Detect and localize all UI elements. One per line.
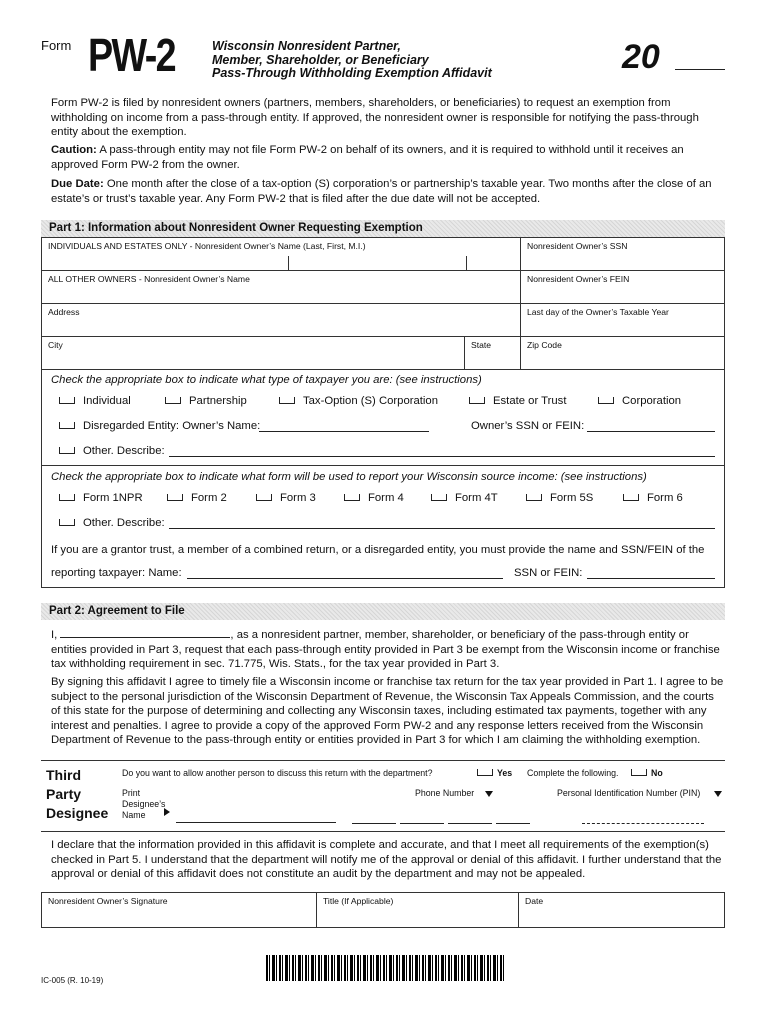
checkbox[interactable] (469, 397, 485, 404)
form-4-label: Form 4 (368, 492, 404, 504)
checkbox[interactable] (59, 494, 75, 501)
disregarded-label: Disregarded Entity: Owner’s Name: (83, 420, 261, 432)
phone-digit-slot (352, 812, 396, 824)
caution-label: Caution: (51, 144, 97, 156)
taxpayer-type-prompt: Check the appropriate box to indicate what type of taxpayer you are: (see instructions) (51, 374, 482, 386)
checkbox[interactable] (59, 519, 75, 526)
form-title-line-3: Pass-Through Withholding Exemption Affidavit (212, 66, 492, 80)
checkbox[interactable] (431, 494, 447, 501)
checkbox[interactable] (59, 447, 75, 454)
phone-label (415, 788, 474, 799)
indiv-name-field[interactable] (42, 238, 521, 271)
date-label: Date (525, 896, 544, 906)
other-name-field[interactable] (42, 271, 521, 304)
phone-digit-slot (496, 812, 530, 824)
other-type-row (59, 445, 719, 461)
type-s-corp[interactable] (279, 395, 438, 407)
tax-year-prefix: 20 (622, 38, 660, 76)
checkbox[interactable] (526, 494, 542, 501)
third-party-title-line-2: Party (46, 786, 82, 802)
form-3-label: Form 3 (280, 492, 316, 504)
form-2-label: Form 2 (191, 492, 227, 504)
state-field[interactable] (465, 337, 521, 370)
checkbox[interactable] (167, 494, 183, 501)
part2-paragraph-1 (51, 626, 725, 672)
due-date-label: Due Date: (51, 178, 104, 190)
due-date-text: One month after the close of a tax-option (S) corporation’s or partnership’s taxable year. Two months after the close of an estate’s or trust’s taxable year. Any Form PW-2 that is filed after the due date will not be accepted. (51, 178, 712, 205)
barcode (266, 955, 504, 981)
form-other[interactable] (59, 517, 165, 529)
reporting-ssn-fein-label: SSN or FEIN: (514, 567, 583, 579)
form-5s-label: Form 5S (550, 492, 594, 504)
intro-paragraph: Form PW-2 is filed by nonresident owners (partners, members, shareholders, or beneficiaries) to request an exemption from withholding on income from a pass-through entity. If approved, the nonresident owner is responsible for notifying the pass-through entity about the exemption. (51, 97, 699, 139)
print-designee-label (122, 788, 165, 821)
title-field[interactable] (317, 893, 519, 927)
disregarded-owner-name-input[interactable] (259, 420, 429, 432)
type-individual[interactable] (59, 395, 131, 407)
phone-digit-slot (400, 812, 444, 824)
third-party-title-line-3: Designee (46, 805, 109, 821)
state-label: State (471, 340, 492, 350)
caution-text: A pass-through entity may not file Form PW-2 on behalf of its owners, and it is required to withhold until it receives an approved Form PW-2 from the owner. (51, 144, 684, 171)
reporting-row (51, 567, 719, 583)
arrow-down-icon (714, 791, 722, 797)
print-label-line-3: Name (122, 810, 146, 820)
other-describe-input[interactable] (169, 445, 715, 457)
designee-question: Do you want to allow another person to discuss this return with the department? (122, 768, 433, 778)
no-label: No (651, 768, 663, 778)
ssn-label: Nonresident Owner’s SSN (527, 241, 628, 251)
address-label: Address (48, 307, 80, 317)
type-s-corp-label: Tax-Option (S) Corporation (303, 395, 438, 407)
caution-paragraph (51, 143, 725, 172)
form-3[interactable] (256, 492, 316, 504)
zip-label: Zip Code (527, 340, 562, 350)
checkbox[interactable] (344, 494, 360, 501)
phone-label-text: Phone Number (415, 788, 475, 798)
signature-box (41, 892, 725, 928)
part2-header: Part 2: Agreement to File (41, 603, 725, 620)
taxpayer-type-row (59, 395, 719, 411)
arrow-down-icon (485, 791, 493, 797)
pin-label-text: Personal Identification Number (PIN) (557, 788, 701, 798)
type-individual-label: Individual (83, 395, 131, 407)
due-date-paragraph (51, 177, 725, 206)
checkbox[interactable] (256, 494, 272, 501)
type-estate-trust[interactable] (469, 395, 566, 407)
third-party-title-line-1: Third (46, 767, 81, 783)
checkbox[interactable] (623, 494, 639, 501)
date-field[interactable] (519, 893, 724, 927)
declaration-paragraph: I declare that the information provided in this affidavit is complete and accurate, and that I meet all requirements of the exemption(s) checked in Part 5. I understand that the department will notify me of the approval or denial of this affidavit. I further understand that the approval or denial of this affidavit does not constitute an audit by the department and may not be appealed. (51, 839, 722, 881)
part2-p1-text: , as a nonresident partner, member, shareholder, or beneficiary of the pass-through entity or entities provided in Part 3, request that each pass-through entity provided in Part 3 be exempt from the Wisconsin income or franchise tax withholding requirement in sec. 71.775, Wis. Stats., for the tax year provided in Part 3. (51, 629, 720, 671)
type-other[interactable] (59, 445, 165, 457)
print-label-line-2: Designee’s (122, 799, 166, 809)
reporting-ssn-fein-input[interactable] (587, 567, 715, 579)
third-party-top-rule (41, 760, 725, 761)
tax-year-input[interactable] (675, 58, 725, 70)
other-form-describe-input[interactable] (169, 517, 715, 529)
form-1npr[interactable] (59, 492, 143, 504)
i-label: I, (51, 629, 58, 641)
checkbox[interactable] (59, 422, 75, 429)
reporting-name-input[interactable] (187, 567, 503, 579)
type-partnership-label: Partnership (189, 395, 247, 407)
title-label: Title (If Applicable) (323, 896, 394, 906)
fein-label: Nonresident Owner’s FEIN (527, 274, 630, 284)
type-estate-trust-label: Estate or Trust (493, 395, 567, 407)
part2-paragraph-2: By signing this affidavit I agree to timely file a Wisconsin income or franchise tax return for the tax year provided in Part 1. I agree to be subject to the personal jurisdiction of the Wisconsin Department of Revenue, the Wisconsin Tax Appeals Commission, and the courts of this state for the purpose of determining and collecting any Wisconsin taxes, including estimated tax payments, together with any interest and penalties. I agree to provide a copy of the approved Form PW-2 and any response letters received from the Wisconsin Department of Revenue to the pass-through entity or entities provided in Part 3 for which I am claiming the withholding exemption. (51, 676, 724, 747)
disregarded-row (59, 420, 719, 436)
form-2[interactable] (167, 492, 227, 504)
checkbox[interactable] (477, 769, 493, 776)
form-6-label: Form 6 (647, 492, 683, 504)
form-id: IC-005 (R. 10-19) (41, 976, 104, 985)
form-code: PW-2 (88, 29, 175, 81)
owner-name-input[interactable] (60, 626, 230, 638)
last-day-field[interactable] (521, 304, 724, 337)
fein-field[interactable] (521, 271, 724, 304)
divider (42, 465, 724, 466)
arrow-right-icon (164, 808, 170, 816)
form-6[interactable] (623, 492, 683, 504)
checkbox[interactable] (59, 397, 75, 404)
checkbox[interactable] (279, 397, 295, 404)
city-field[interactable] (42, 337, 465, 370)
owner-signature-label: Nonresident Owner’s Signature (48, 896, 168, 906)
print-label-line-1: Print (122, 788, 141, 798)
reporting-name-label: reporting taxpayer: Name: (51, 567, 182, 579)
ssn-field[interactable] (521, 238, 724, 271)
designee-yes[interactable] (477, 768, 512, 779)
form-type-prompt: Check the appropriate box to indicate what form will be used to report your Wisconsin source income: (see instructions) (51, 471, 647, 483)
owner-signature-field[interactable] (42, 893, 317, 927)
last-day-label: Last day of the Owner’s Taxable Year (527, 307, 669, 317)
phone-digit-slot (448, 812, 492, 824)
form-5s[interactable] (526, 492, 593, 504)
form-4t[interactable] (431, 492, 498, 504)
other-name-label: ALL OTHER OWNERS - Nonresident Owner’s Name (48, 274, 250, 284)
zip-field[interactable] (521, 337, 724, 370)
checkbox[interactable] (598, 397, 614, 404)
checkbox[interactable] (631, 769, 647, 776)
part1-box (41, 237, 725, 588)
phone-number-input[interactable] (352, 812, 532, 824)
type-partnership[interactable] (165, 395, 247, 407)
other-form-row (59, 517, 719, 533)
pin-label (557, 788, 700, 799)
third-party-bottom-rule (41, 831, 725, 832)
type-corporation[interactable] (598, 395, 681, 407)
checkbox[interactable] (165, 397, 181, 404)
name-divider-2 (466, 256, 467, 270)
form-1npr-label: Form 1NPR (83, 492, 143, 504)
complete-following: Complete the following. (527, 768, 619, 778)
pin-input[interactable] (582, 812, 704, 824)
type-corporation-label: Corporation (622, 395, 682, 407)
form-label: Form (41, 38, 72, 53)
owner-ssn-fein-input[interactable] (587, 420, 715, 432)
form-4[interactable] (344, 492, 404, 504)
yes-label: Yes (497, 768, 513, 778)
form-4t-label: Form 4T (455, 492, 498, 504)
form-type-row (59, 492, 719, 508)
form-title (212, 40, 492, 81)
type-disregarded[interactable] (59, 420, 260, 432)
grantor-text: If you are a grantor trust, a member of a combined return, or a disregarded entity, you must provide the name and SSN/FEIN of the (51, 544, 705, 556)
other-form-describe-label: Other. Describe: (83, 517, 165, 529)
owner-ssn-fein-label: Owner’s SSN or FEIN: (471, 420, 585, 432)
form-title-line-2: Member, Shareholder, or Beneficiary (212, 52, 429, 67)
indiv-name-label: INDIVIDUALS AND ESTATES ONLY - Nonresident Owner’s Name (Last, First, M.I.) (48, 241, 366, 251)
form-title-line-1: Wisconsin Nonresident Partner, (212, 39, 401, 53)
third-party-title (46, 766, 108, 823)
part1-header: Part 1: Information about Nonresident Owner Requesting Exemption (41, 220, 725, 237)
other-describe-label: Other. Describe: (83, 445, 165, 457)
city-label: City (48, 340, 63, 350)
designee-no[interactable] (631, 768, 663, 779)
designee-name-input[interactable] (176, 811, 336, 823)
name-divider-1 (288, 256, 289, 270)
address-field[interactable] (42, 304, 521, 337)
